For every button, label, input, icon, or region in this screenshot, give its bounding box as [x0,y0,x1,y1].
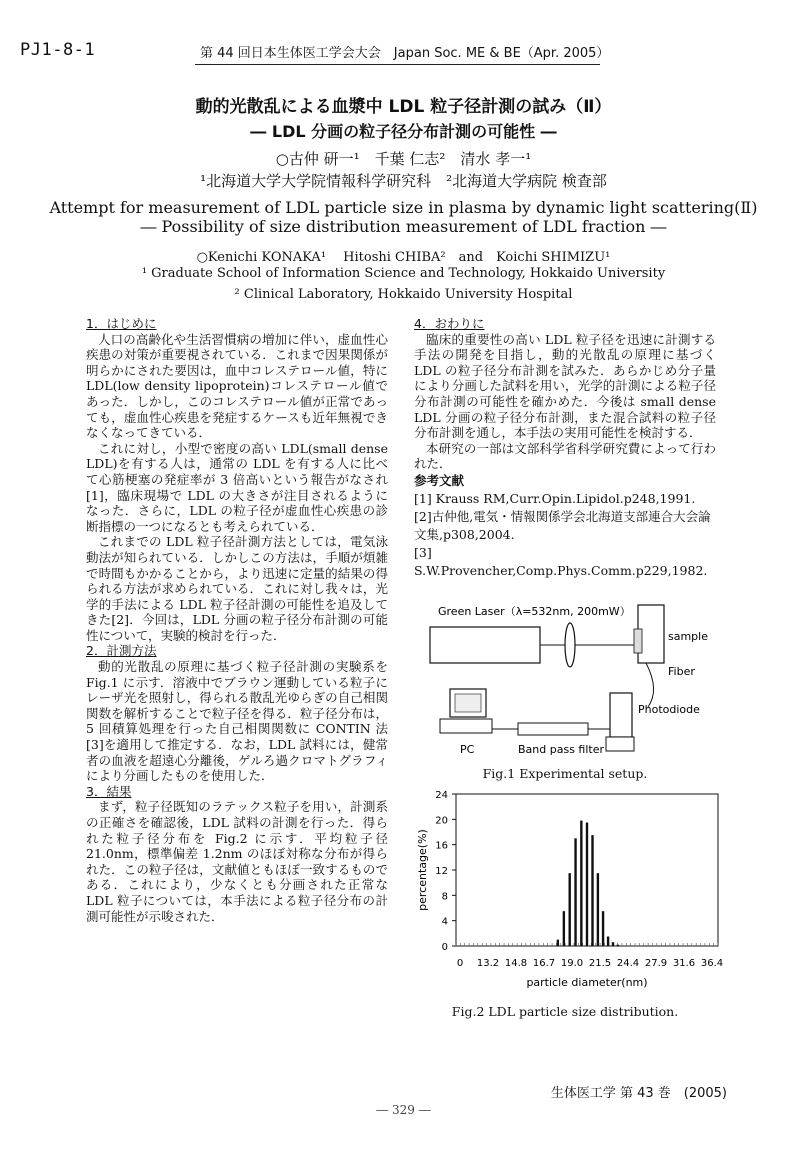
sample-cuvette [634,629,642,653]
x-tick-label: 21.5 [588,958,612,969]
x-tick-label: 24.4 [616,958,640,969]
journal-footer: 生体医工学 第 43 巻 (2005) [550,1086,727,1101]
y-tick-label: 12 [435,866,448,877]
affiliations-japanese: ¹北海道大学大学院情報科学研究科 ²北海道大学病院 検査部 [200,172,607,190]
title-english-line2: ― Possibility of size distribution measurement of LDL fraction ― [140,217,667,236]
x-axis-label: particle diameter(nm) [526,976,648,989]
reference-item: [1] Krauss RM,Curr.Opin.Lipidol.p248,1991. [414,490,696,506]
distribution-bar [597,873,599,946]
pc-case [440,719,492,733]
subtitle-japanese: ― LDL 分画の粒子径分布計測の可能性 ― [250,122,557,141]
results-paragraph: まず，粒子径既知のラテックス粒子を用い，計測系の正確さを確認後，LDL 試料の計測を行った．得られた粒子径分布を Fig.2 に示す．平均粒子径 21.0nm，標準偏差 1.2nm のほぼ対称な分布が得られた．この粒子径は，文献値ともほぼ一致するものである．これにより，少なくとも分画された正常な LDL 粒子については，本手法による粒子径分布の計測可能性が示唆された． [86,799,388,924]
intro-paragraph-2: これに対し，小型で密度の高い LDL(small dense LDL)を有する人は，通常の LDL を有する人に比べて心筋梗塞の発症率が 3 倍高いという報告がなされ[1]，臨床現場で LDL の大きさが注目されるようになった．さらに，LDL の粒子径が虚血性心疾患の診断指標の一つになるとも考えられている． [86,440,388,534]
figure-experimental-setup [410,595,720,765]
photodiode-box [610,693,632,737]
distribution-bar [586,823,588,947]
filter-label: Band pass filter [518,743,605,756]
x-tick-label: 0 [456,958,464,969]
conference-header: 第 44 回日本生体医工学会大会 Japan Soc. ME & BE（Apr. 2005） [200,46,610,61]
affiliation-english-2: ² Clinical Laboratory, Hokkaido University Hospital [234,287,573,302]
conclusion-paragraph-1: 臨床的重要性の高い LDL 粒子径を迅速に計測する手法の開発を目指し，動的光散乱の原理に基づく LDL の粒子径分布計測を試みた．あらかじめ分子量により分画した試料を用い，光学的計測による粒子径分布計測の可能性を確かめた．今後は small dense LDL 分画の粒子径分布計測，また混合試料の粒子径分布計測を通し，本手法の実用可能性を検討する． [414,331,716,441]
distribution-bar [563,911,565,946]
conclusion-paragraph-2: 本研究の一部は文部科学省科学研究費によって行われた． [414,440,716,472]
band-pass-filter [518,723,588,735]
x-tick-label: 13.2 [476,958,500,969]
right-column [414,316,716,581]
pc-label: PC [460,743,475,756]
y-axis [435,790,456,953]
title-english [0,198,807,236]
laser-label: Green Laser（λ=532nm, 200mW） [438,605,631,618]
y-tick-label: 8 [441,891,448,903]
y-tick-label: 16 [435,840,448,852]
distribution-bar [607,937,609,947]
y-tick-label: 0 [441,942,448,953]
reference-item: [3] S.W.Provencher,Comp.Phys.Comm.p229,1982. [414,544,708,578]
x-tick-label: 27.9 [644,958,668,969]
distribution-bar [569,873,571,946]
section-heading-introduction: 1．はじめに [86,316,157,331]
authors-japanese: ○古仲 研一¹ 千葉 仁志² 清水 孝一¹ [275,150,532,168]
x-axis [456,943,723,969]
left-column [86,316,388,1021]
page-number: ― 329 ― [376,1103,431,1117]
distribution-bar [591,835,593,946]
particle-size-chart [410,784,730,994]
affiliation-english-1: ¹ Graduate School of Information Science and Technology, Hokkaido University [141,266,666,281]
distribution-bar [612,942,614,946]
authors-english: ○Kenichi KONAKA¹ Hitoshi CHIBA² and Koichi SHIMIZU¹ [196,250,611,265]
header-rule [195,64,600,65]
title-english-line1: Attempt for measurement of LDL particle size in plasma by dynamic light scattering(Ⅱ) [49,198,758,217]
distribution-bar [557,940,559,946]
pc-screen [455,694,481,712]
distribution-bar [580,821,582,946]
y-tick-label: 4 [441,916,448,928]
figure2-caption: Fig.2 LDL particle size distribution. [451,1004,679,1019]
y-axis-label: percentage(%) [416,829,429,911]
title-japanese: 動的光散乱による血漿中 LDL 粒子径計測の試み（Ⅱ） [195,97,612,117]
photodiode-label: Photodiode [638,703,700,716]
references-heading: 参考文献 [414,472,465,488]
x-tick-label: 16.7 [532,958,556,969]
laser-source [430,627,540,663]
reference-item: [2]古仲他,電気・情報関係学会北海道支部連合大会論文集,p308,2004. [414,508,711,542]
lens [565,623,575,667]
distribution-bar [602,911,604,946]
method-paragraph: 動的光散乱の原理に基づく粒子径計測の実験系を Fig.1 に示す．溶液中でブラウン運動している粒子にレーザ光を照射し，得られる散乱光ゆらぎの自己相関関数を解析することで粒子径を得る．粒子径分布は，5 回積算処理を行った自己相関関数に CONTIN 法[3]を適用して推定する．なお，LDL 試料には，健常者の血液を超遠心分離後，ゲルろ過クロマトグラフィにより分画したものを使用した． [86,659,388,784]
y-tick-label: 24 [435,790,448,801]
x-tick-label: 31.6 [672,958,696,969]
distribution-bar [574,838,576,946]
fiber-label: Fiber [668,665,695,678]
paper-id: PJ1-8-1 [20,40,96,60]
intro-paragraph-3: これまでの LDL 粒子径計測方法としては，電気泳動法が知られている．しかしこの方法は，手順が煩雑で時間もかかることから，より迅速に定量的結果の得られる方法が求められている．これに対し我々は，光学的手法による LDL 粒子径計測の可能性を追及してきた[2]．今回は，LDL 分画の粒子径分布計測の可能性について，実験的検討を行った． [86,534,388,643]
y-tick-label: 20 [435,815,448,827]
sample-label: sample [668,630,708,643]
bar-series [557,821,619,946]
section-heading-conclusion: 4．おわりに [414,316,485,331]
section-heading-method: 2．計測方法 [86,643,157,659]
optical-fiber [646,663,654,707]
x-tick-label: 14.8 [504,958,528,969]
section-heading-results: 3．結果 [86,783,132,799]
x-tick-label: 19.0 [560,958,584,969]
figure1-caption: Fig.1 Experimental setup. [482,766,648,781]
photodiode-base [606,737,634,751]
distribution-bar [617,945,619,946]
x-tick-label: 36.4 [700,958,724,969]
intro-paragraph-1: 人口の高齢化や生活習慣病の増加に伴い，虚血性心疾患の対策が重要視されている．これまで因果関係が明らかにされた要因は，血中コレステロール値，特に LDL(low density lipoprotein)コレステロール値であった．しかし，このコレステロール値が正常であっても，虚血性心疾患を発症するケースも近年無視できなくなってきている． [86,331,388,441]
